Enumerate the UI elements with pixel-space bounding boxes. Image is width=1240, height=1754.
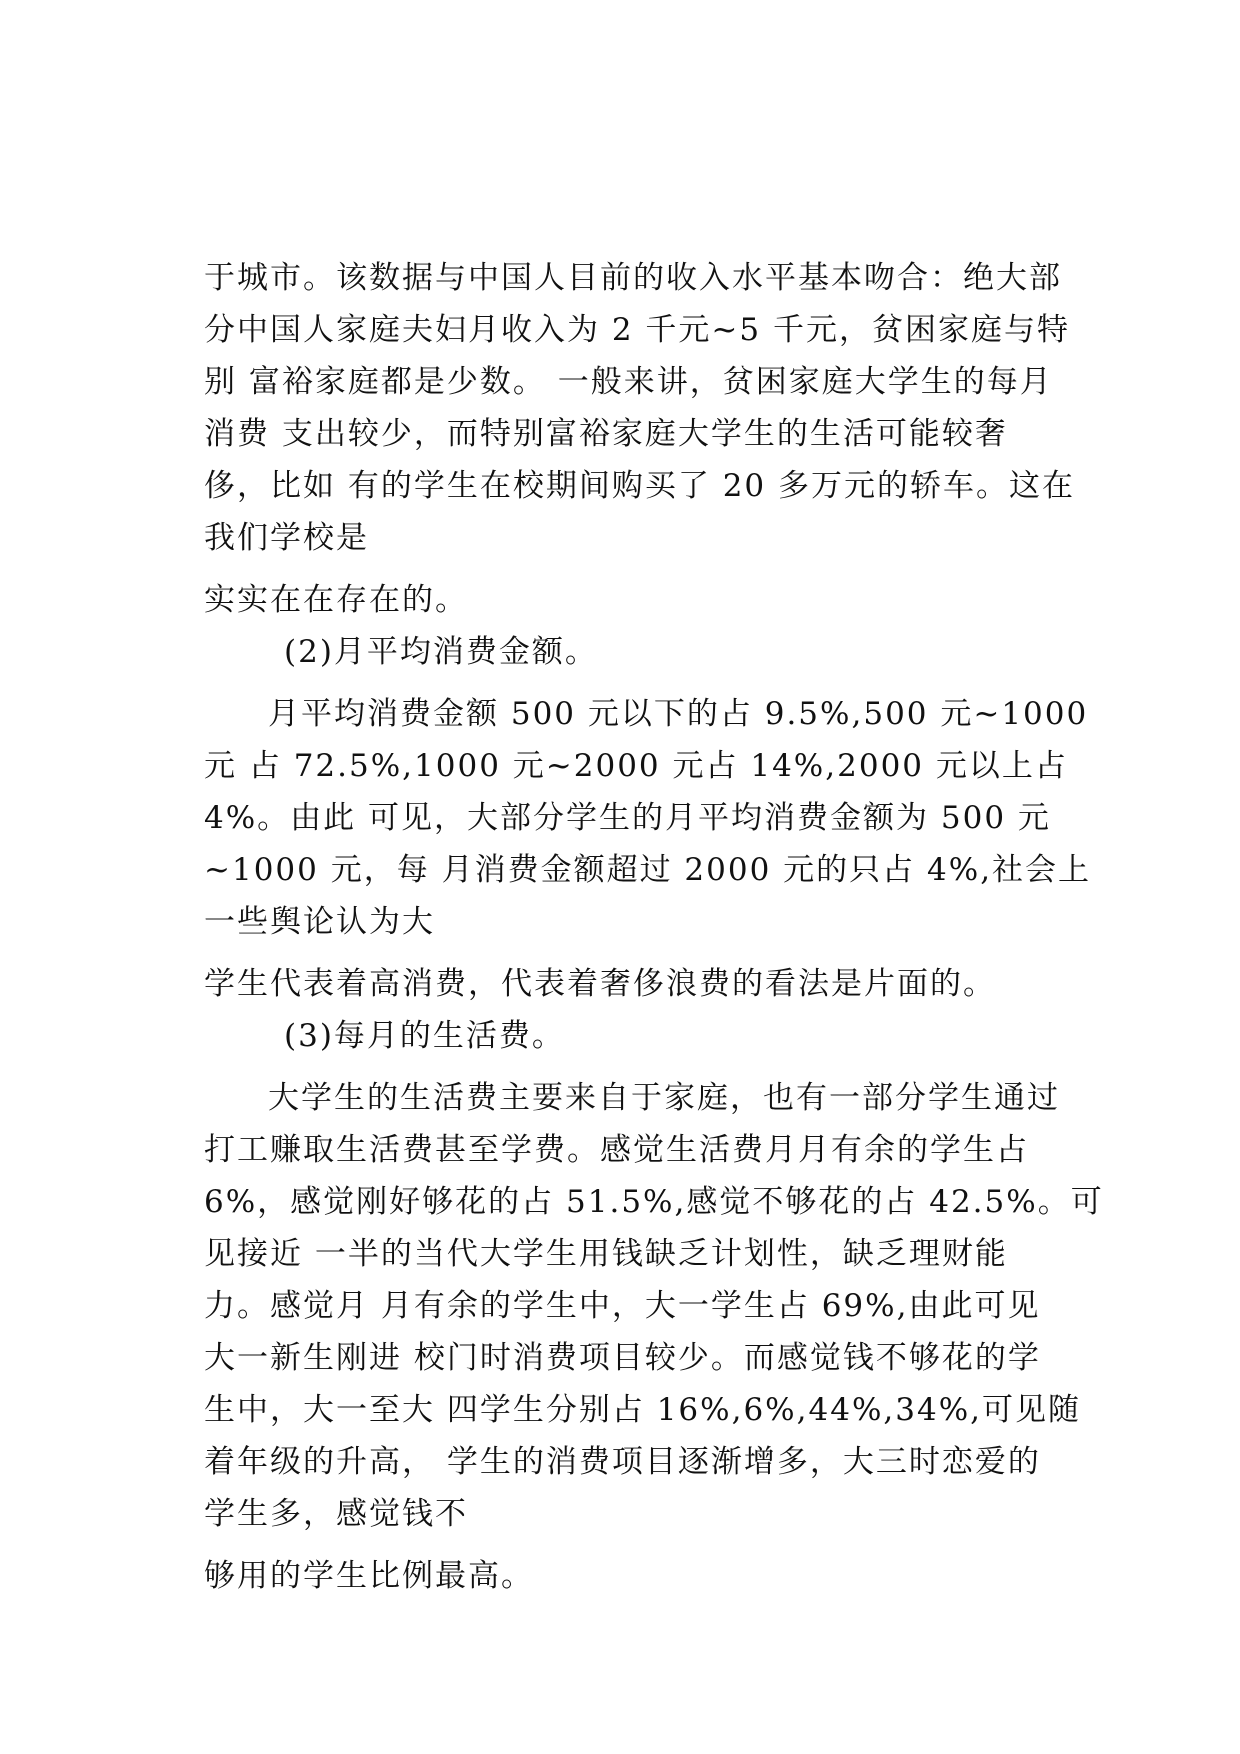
section-heading: (3)每月的生活费。 xyxy=(284,1018,565,1054)
text-line: 大一新生刚进 校门时消费项目较少。而感觉钱不够花的学 xyxy=(204,1340,1041,1376)
text-line: 6%，感觉刚好够花的占 51.5%,感觉不够花的占 42.5%。可 xyxy=(204,1184,1104,1220)
text-line: 我们学校是 xyxy=(204,520,369,556)
text-line: 4%。由此 可见，大部分学生的月平均消费金额为 500 元 xyxy=(204,800,1051,836)
text-line: 分中国人家庭夫妇月收入为 2 千元~5 千元，贫困家庭与特 xyxy=(204,312,1070,348)
text-line: 学生代表着高消费，代表着奢侈浪费的看法是片面的。 xyxy=(204,966,996,1002)
text-line: 实实在在存在的。 xyxy=(204,582,468,618)
text-line: 一些舆论认为大 xyxy=(204,904,435,940)
text-line: 别 富裕家庭都是少数。 一般来讲，贫困家庭大学生的每月 xyxy=(204,364,1053,400)
text-line: ~1000 元，每 月消费金额超过 2000 元的只占 4%,社会上 xyxy=(204,852,1092,888)
text-line: 大学生的生活费主要来自于家庭，也有一部分学生通过 xyxy=(268,1080,1060,1116)
text-line: 学生多，感觉钱不 xyxy=(204,1496,468,1532)
text-line: 够用的学生比例最高。 xyxy=(204,1558,534,1594)
text-line: 侈，比如 有的学生在校期间购买了 20 多万元的轿车。这在 xyxy=(204,468,1076,504)
text-line: 元 占 72.5%,1000 元~2000 元占 14%,2000 元以上占 xyxy=(204,748,1068,784)
text-line: 于城市。该数据与中国人目前的收入水平基本吻合：绝大部 xyxy=(204,260,1062,296)
text-line: 着年级的升高， 学生的消费项目逐渐增多，大三时恋爱的 xyxy=(204,1444,1041,1480)
text-line: 生中，大一至大 四学生分别占 16%,6%,44%,34%,可见随 xyxy=(204,1392,1082,1428)
text-line: 月平均消费金额 500 元以下的占 9.5%,500 元~1000 xyxy=(268,696,1089,732)
section-heading: (2)月平均消费金额。 xyxy=(284,634,598,670)
text-line: 消费 支出较少，而特别富裕家庭大学生的生活可能较奢 xyxy=(204,416,1008,452)
text-line: 力。感觉月 月有余的学生中，大一学生占 69%,由此可见 xyxy=(204,1288,1041,1324)
text-line: 见接近 一半的当代大学生用钱缺乏计划性，缺乏理财能 xyxy=(204,1236,1008,1272)
text-line: 打工赚取生活费甚至学费。感觉生活费月月有余的学生占 xyxy=(204,1132,1029,1168)
